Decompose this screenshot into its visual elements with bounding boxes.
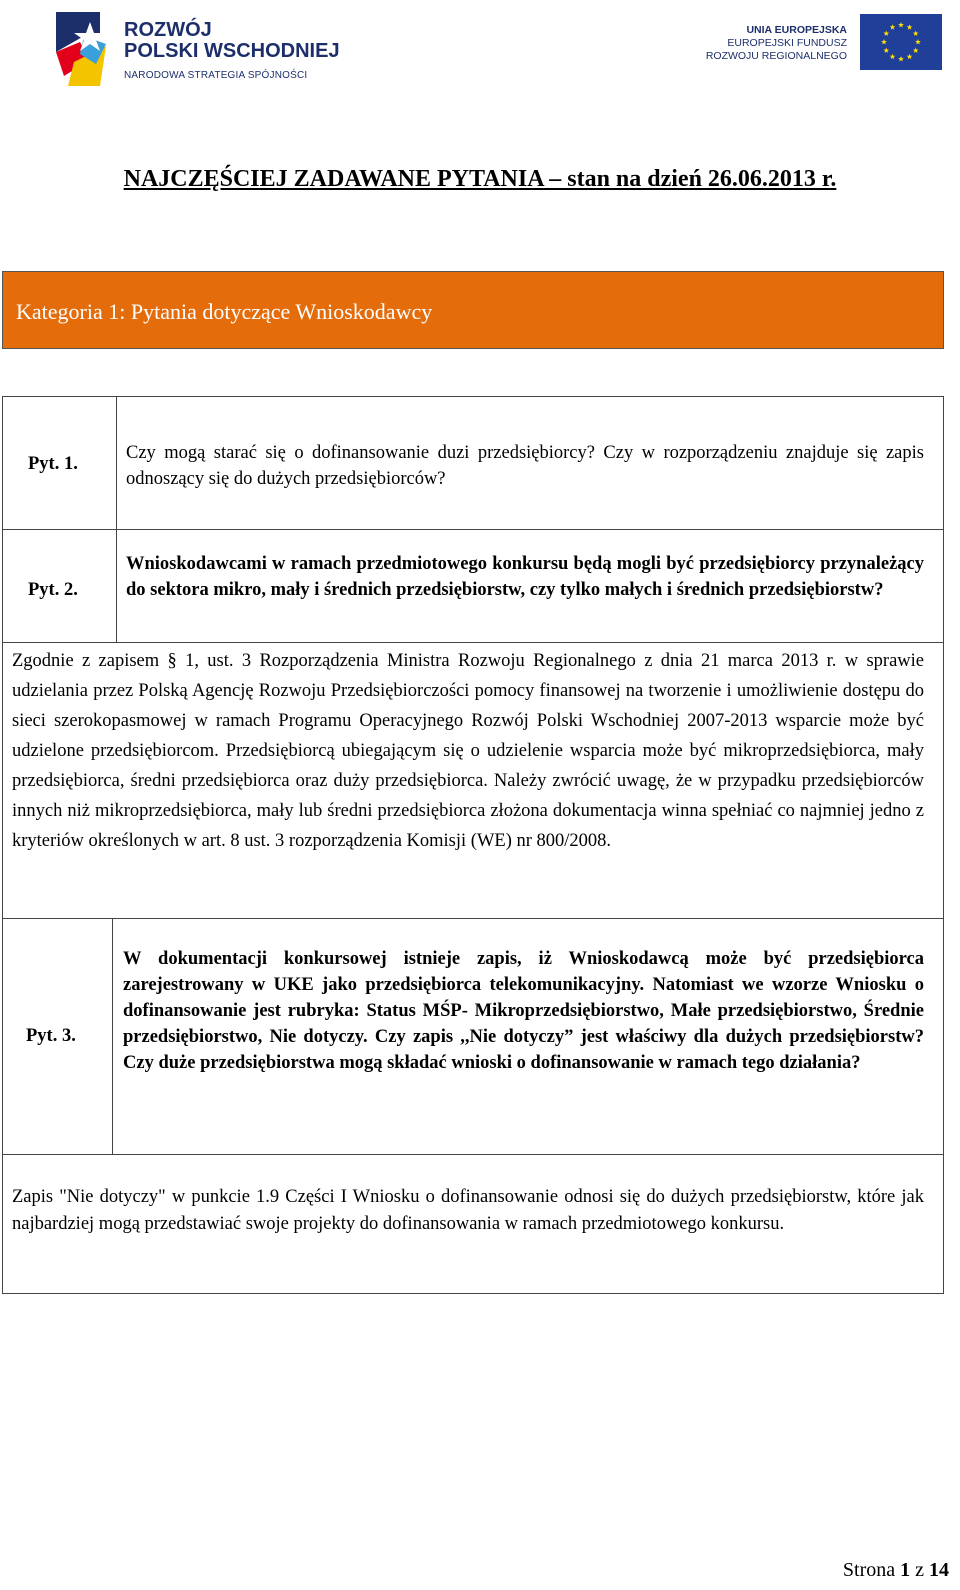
eu-flag-icon bbox=[860, 14, 942, 70]
eu-star-icon bbox=[898, 22, 904, 27]
eu-logo-line-1: UNIA EUROPEJSKA bbox=[746, 24, 847, 36]
eu-star-icon bbox=[907, 24, 913, 29]
eu-star-icon bbox=[913, 48, 919, 53]
page-number-prefix: Strona bbox=[842, 1559, 901, 1581]
logo-line-1: ROZWÓJ bbox=[124, 19, 212, 41]
eu-star-icon bbox=[913, 31, 919, 36]
eu-logo-text bbox=[706, 24, 847, 63]
question-number: Pyt. 2. bbox=[28, 580, 78, 600]
eu-star-icon bbox=[890, 54, 896, 59]
eu-logo bbox=[705, 14, 942, 72]
answer-text: Zapis "Nie dotyczy" w punkcie 1.9 Części I Wniosku o dofinansowanie odnosi się do dużych przedsiębiorstw, które jak najbardziej mogą przedstawiać swoje projekty do dofinansowania w ramach przedmiotowego konkursu. bbox=[12, 1187, 924, 1234]
eu-star-icon bbox=[898, 56, 904, 61]
eu-star-icon bbox=[883, 31, 889, 36]
eu-star-icon bbox=[890, 24, 896, 29]
eu-star-icon bbox=[915, 39, 921, 44]
eu-star-icon bbox=[907, 54, 913, 59]
question-text: W dokumentacji konkursowej istnieje zapis, iż Wnioskodawcą może być przedsiębiorca zarejestrowany w UKE jako przedsiębiorca telekomunikacyjny. Natomiast we wzorze Wniosku o dofinansowanie jest rubryka: Status MŚP- Mikroprzedsiębiorstwo, Małe przedsiębiorstwo, Średnie przedsiębiorstwo, Nie dotyczy. Czy zapis ,,Nie dotyczy” jest właściwy dla dużych przedsiębiorstw? Czy duże przedsiębiorstwa mogą składać wnioski o dofinansowanie w ramach tego działania? bbox=[123, 949, 924, 1073]
rozwoj-logo-text bbox=[124, 20, 340, 62]
question-number: Pyt. 3. bbox=[26, 1026, 76, 1046]
page-number-separator: z bbox=[910, 1559, 929, 1581]
question-text: Wnioskodawcami w ramach przedmiotowego konkursu będą mogli być przedsiębiorcy przynależący do sektora mikro, mały i średnich przedsiębiorstw, czy tylko małych i średnich przedsiębiorstw? bbox=[126, 554, 924, 600]
total-pages: 14 bbox=[929, 1559, 949, 1581]
eu-star-icon bbox=[883, 48, 889, 53]
category-label: Kategoria 1: Pytania dotyczące Wnioskodawcy bbox=[16, 299, 433, 324]
logo-subtitle: NARODOWA STRATEGIA SPÓJNOŚCI bbox=[124, 70, 308, 81]
rozwoj-polski-wschodniej-logo bbox=[50, 6, 350, 90]
eu-logo-line-2: EUROPEJSKI FUNDUSZ bbox=[727, 37, 847, 49]
star-emblem-icon bbox=[50, 6, 120, 90]
page-title: NAJCZĘŚCIEJ ZADAWANE PYTANIA – stan na dzień 26.06.2013 r. bbox=[123, 166, 837, 192]
logo-line-2: POLSKI WSCHODNIEJ bbox=[124, 40, 340, 62]
answer-text: Zgodnie z zapisem § 1, ust. 3 Rozporządzenia Ministra Rozwoju Regionalnego z dnia 21 marca 2013 r. w sprawie udzielania przez Polską Agencję Rozwoju Przedsiębiorczości pomocy finansowej na tworzenie i umożliwienie dostępu do sieci szerokopasmowej w ramach Programu Operacyjnego Rozwój Polski Wschodniej 2007-2013 wsparcie może być udzielone przedsiębiorcom. Przedsiębiorcą ubiegającym się o udzielenie wsparcia może być mikroprzedsiębiorca, mały przedsiębiorca, średni przedsiębiorca oraz duży przedsiębiorca. Należy zwrócić uwagę, że w przypadku przedsiębiorców innych niż mikroprzedsiębiorca, mały lub średni przedsiębiorca złożona dokumentacja winna spełniać co najmniej jedno z kryteriów określonych w art. 8 ust. 3 rozporządzenia Komisji (WE) nr 800/2008. bbox=[12, 651, 924, 851]
page-number bbox=[843, 1559, 949, 1582]
current-page: 1 bbox=[900, 1559, 911, 1581]
question-text: Czy mogą starać się o dofinansowanie duzi przedsiębiorcy? Czy w rozporządzeniu znajduje się zapis odnoszący się do dużych przedsiębiorców? bbox=[126, 443, 924, 489]
eu-star-icon bbox=[881, 39, 887, 44]
category-header bbox=[2, 271, 944, 349]
eu-logo-line-3: ROZWOJU REGIONALNEGO bbox=[705, 50, 847, 62]
question-number: Pyt. 1. bbox=[28, 454, 78, 474]
